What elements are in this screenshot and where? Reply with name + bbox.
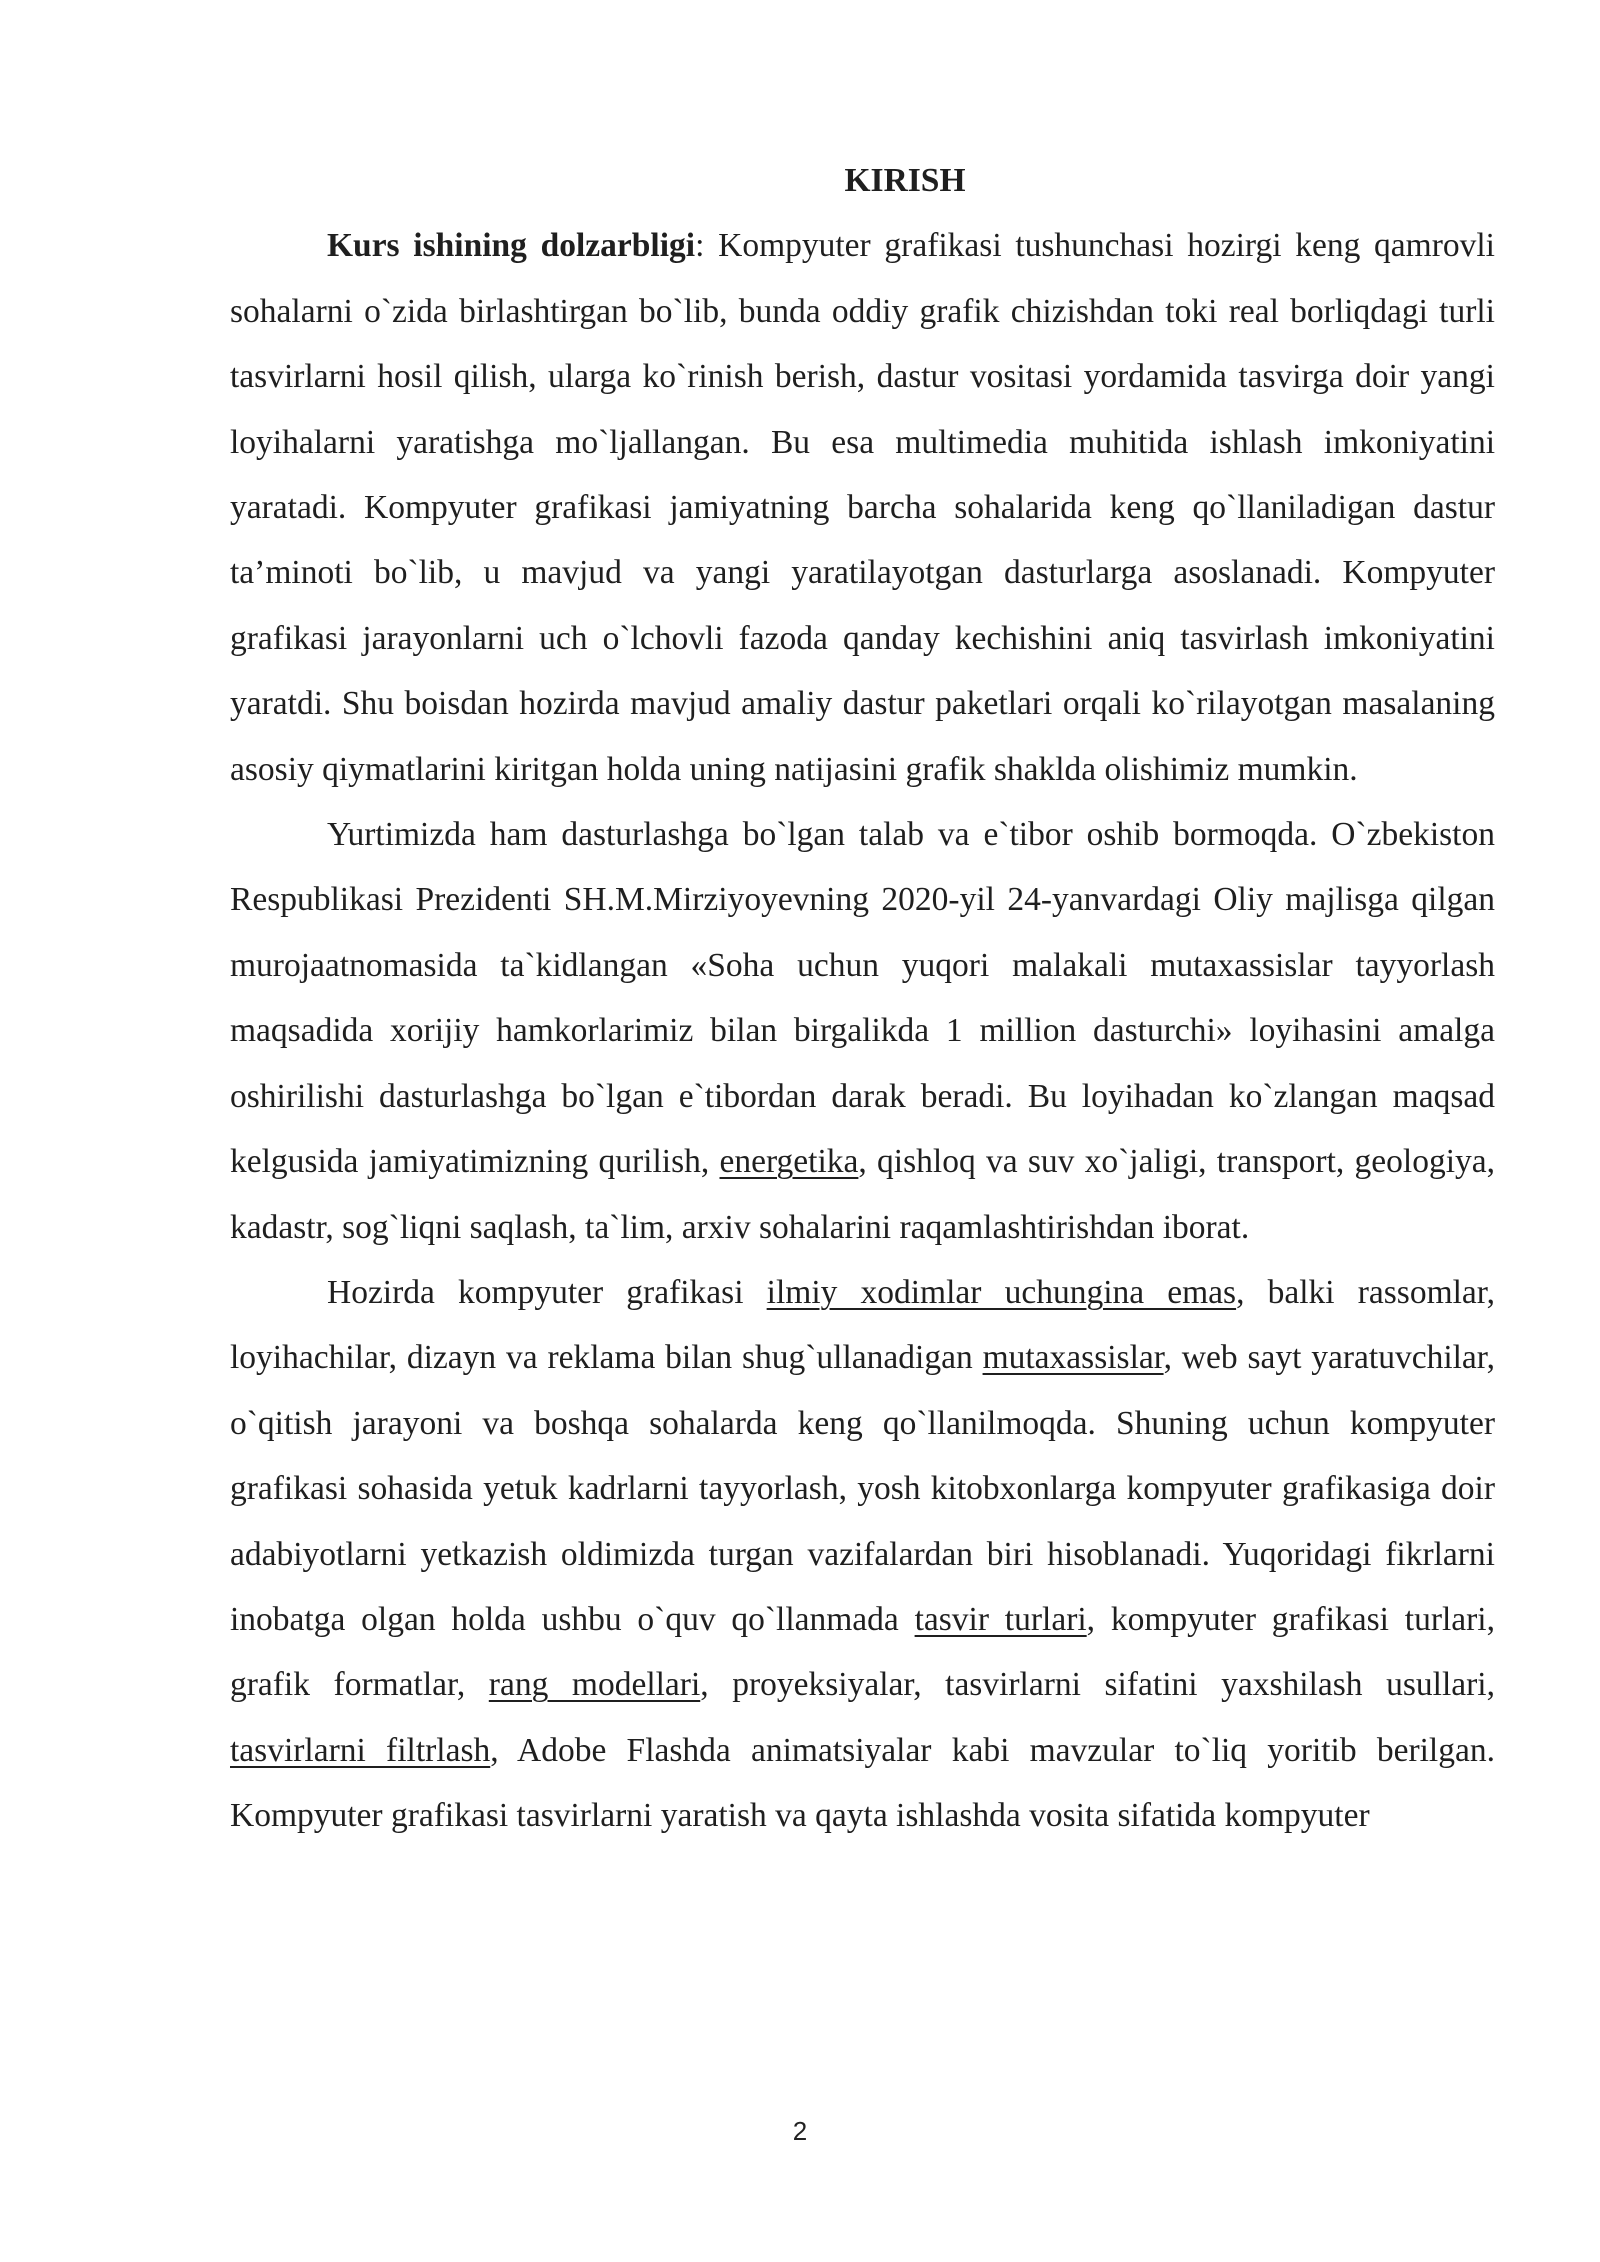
relevance-heading: Kurs ishining dolzarbligi	[327, 227, 696, 265]
color-models-link[interactable]: rang modellari	[488, 1666, 701, 1704]
relevance-text: : Kompyuter grafikasi tushunchasi hozirgi keng qamrovli sohalarni o`zida birlashtirgan bo`lib, bunda oddiy grafik chizishdan toki real borliqdagi turli tasvirlarni hosil qilish, ularga ko`rinish berish, dastur vositasi yordamida tasvirga doir yangi loyihalarni yaratishga mo`ljallangan. Bu esa multimedia muhitida ishlash imkoniyatini yaratadi. Kompyuter grafikasi jamiyatning barcha sohalarida keng qo`llaniladigan dastur ta’minoti bo`lib, u mavjud va yangi yaratilayotgan dasturlarga asoslanadi. Kompyuter grafikasi jarayonlarni uch o`lchovli fazoda qanday kechishini aniq tasvirlash imkoniyatini yaratdi. Shu boisdan hozirda mavjud amaliy dastur paketlari orqali ko`rilayotgan masalaning asosiy qiymatlarini kiritgan holda uning natijasini grafik shaklda olishimiz mumkin.	[230, 227, 1495, 788]
image-filtering-link[interactable]: tasvirlarni filtrlash	[230, 1731, 491, 1769]
page-number: 2	[792, 2116, 808, 2146]
programming-text-end: , qishloq va suv xo`jaligi, transport, geologiya, kadastr, sog`liqni saqlash, ta`lim, arxiv sohalarini raqamlashtirishdan iborat.	[230, 1143, 1495, 1246]
paragraph-graphics-usage	[230, 1260, 1495, 1849]
usage-text-3: , web sayt yaratuvchilar, o`qitish jarayoni va boshqa sohalarda keng qo`llanilmoqda. Shuning uchun kompyuter grafikasi sohasida yetuk kadrlarni tayyorlash, yosh kitobxonlarga kompyuter grafikasiga doir adabiyotlarni yetkazish oldimizda turgan vazifalardan biri hisoblanadi. Yuqoridagi fikrlarni inobatga olgan holda ushbu o`quv qo`llanmada	[230, 1339, 1495, 1638]
page-content	[230, 148, 1495, 1849]
usage-text-5: , proyeksiyalar, tasvirlarni sifatini yaxshilash usullari,	[700, 1666, 1495, 1704]
usage-text-2: , balki rassomlar, loyihachilar, dizayn va reklama bilan shug`ullanadigan	[230, 1273, 1495, 1377]
scientists-link[interactable]: ilmiy xodimlar uchungina emas	[766, 1273, 1237, 1311]
energetika-link[interactable]: energetika	[719, 1143, 859, 1181]
paragraph-relevance	[230, 213, 1495, 802]
usage-text-4: , kompyuter grafikasi turlari, grafik formatlar,	[230, 1600, 1495, 1704]
usage-text-6: , Adobe Flashda animatsiyalar kabi mavzular to`liq yoritib berilgan. Kompyuter grafikasi tasvirlarni yaratish va qayta ishlashda vosita sifatida kompyuter	[230, 1731, 1495, 1835]
usage-text-1: Hozirda kompyuter grafikasi	[327, 1273, 767, 1311]
programming-text-start: Yurtimizda ham dasturlashga bo`lgan talab va e`tibor oshib bormoqda. O`zbekiston Respublikasi Prezidenti SH.M.Mirziyoyevning 2020-yil 24-yanvardagi Oliy majlisga qilgan murojaatnomasida ta`kidlangan «Soha uchun yuqori malakali mutaxassislar tayyorlash maqsadida xorijiy hamkorlarimiz bilan birgalikda 1 million dasturchi» loyihasini amalga oshirilishi dasturlashga bo`lgan e`tibordan darak beradi. Bu loyihadan ko`zlangan maqsad kelgusida jamiyatimizning qurilish,	[230, 816, 1495, 1181]
paragraph-programming	[230, 802, 1495, 1260]
specialists-link[interactable]: mutaxassislar	[982, 1339, 1164, 1377]
section-title: KIRISH	[844, 162, 966, 199]
image-types-link[interactable]: tasvir turlari	[914, 1600, 1087, 1638]
